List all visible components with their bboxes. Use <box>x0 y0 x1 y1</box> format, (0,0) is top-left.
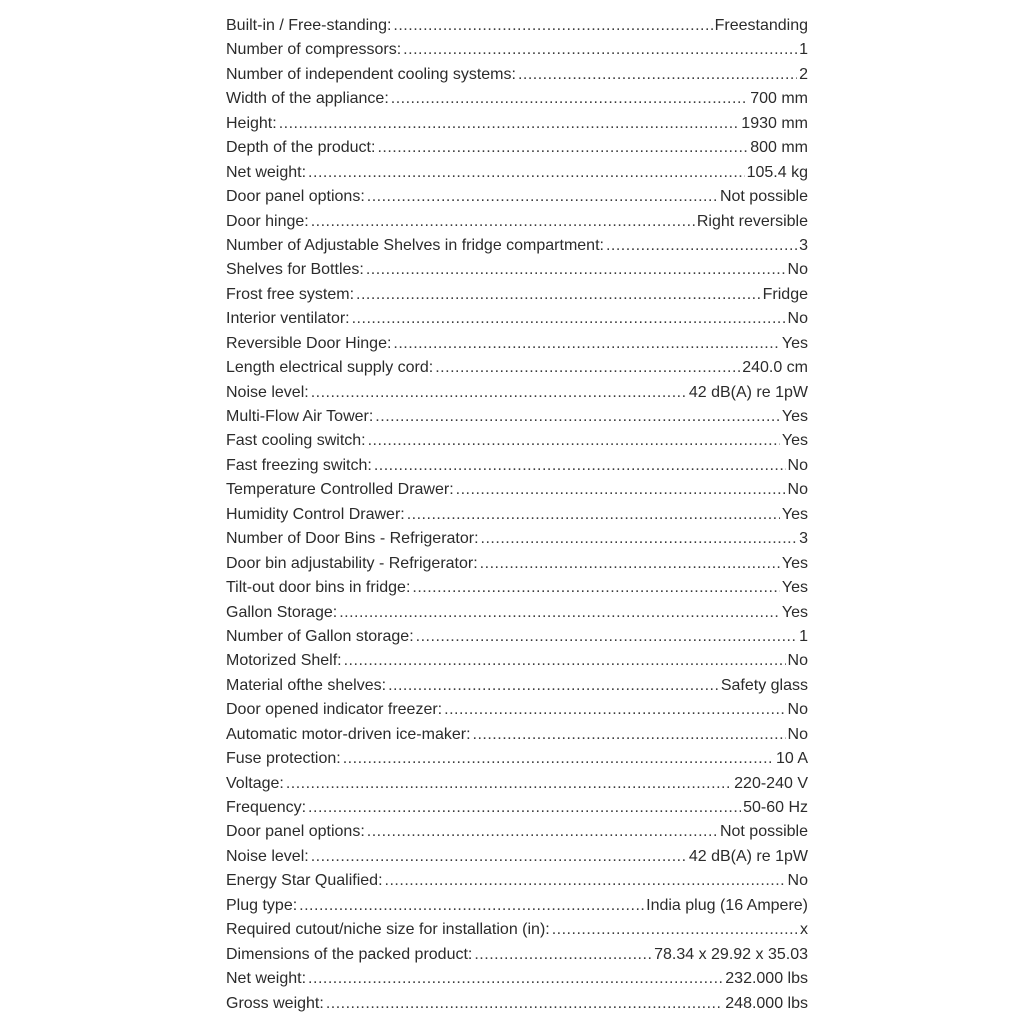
spec-row <box>226 869 808 893</box>
dot-leader <box>352 307 786 331</box>
spec-label: Fuse protection: <box>226 750 341 768</box>
spec-value: 220-240 V <box>734 774 808 792</box>
spec-label: Number of compressors: <box>226 41 402 59</box>
spec-label: Door opened indicator freezer: <box>226 701 443 719</box>
spec-row <box>226 161 808 185</box>
dot-leader <box>308 796 741 820</box>
spec-label: Gallon Storage: <box>226 603 338 621</box>
spec-row <box>226 136 808 160</box>
spec-row <box>226 87 808 111</box>
spec-row <box>226 943 808 967</box>
spec-value: No <box>787 481 808 499</box>
spec-row <box>226 405 808 429</box>
dot-leader <box>286 772 732 796</box>
spec-row <box>226 258 808 282</box>
spec-row <box>226 283 808 307</box>
spec-label: Door panel options: <box>226 823 365 841</box>
dot-leader <box>311 845 687 869</box>
spec-row <box>226 503 808 527</box>
spec-value: 2 <box>799 65 808 83</box>
dot-leader <box>456 478 786 502</box>
spec-row <box>226 478 808 502</box>
spec-row <box>226 649 808 673</box>
dot-leader <box>552 918 798 942</box>
spec-label: Number of Door Bins - Refrigerator: <box>226 530 479 548</box>
dot-leader <box>403 38 797 62</box>
spec-value: Yes <box>781 579 808 597</box>
spec-value: India plug (16 Ampere) <box>646 896 808 914</box>
spec-label: Fast freezing switch: <box>226 456 372 474</box>
spec-label: Number of Gallon storage: <box>226 627 414 645</box>
dot-leader <box>480 552 780 576</box>
spec-value: Not possible <box>719 188 808 206</box>
dot-leader <box>344 649 786 673</box>
spec-sheet <box>226 14 808 1016</box>
dot-leader <box>606 234 797 258</box>
dot-leader <box>416 625 797 649</box>
dot-leader <box>385 869 786 893</box>
spec-value: 3 <box>799 530 808 548</box>
dot-leader <box>367 820 718 844</box>
spec-label: Interior ventilator: <box>226 310 350 328</box>
spec-row <box>226 38 808 62</box>
spec-row <box>226 723 808 747</box>
spec-label: Energy Star Qualified: <box>226 872 383 890</box>
spec-row <box>226 992 808 1016</box>
spec-value: 105.4 kg <box>746 163 808 181</box>
spec-value: 248.000 lbs <box>725 994 808 1012</box>
spec-label: Gross weight: <box>226 994 324 1012</box>
spec-value: 240.0 cm <box>742 359 808 377</box>
spec-label: Noise level: <box>226 383 309 401</box>
spec-row <box>226 332 808 356</box>
spec-label: Number of independent cooling systems: <box>226 65 516 83</box>
spec-label: Multi-Flow Air Tower: <box>226 408 374 425</box>
spec-value: Freestanding <box>714 17 808 34</box>
dot-leader <box>518 63 797 87</box>
spec-label: Tilt-out door bins in fridge: <box>226 579 411 597</box>
spec-label: Plug type: <box>226 896 298 914</box>
spec-value: No <box>787 725 808 743</box>
spec-value: 1930 mm <box>741 114 808 132</box>
spec-label: Frequency: <box>226 799 307 816</box>
dot-leader <box>326 992 723 1016</box>
dot-leader <box>481 527 798 551</box>
dot-leader <box>339 601 780 625</box>
dot-leader <box>412 576 780 600</box>
spec-value: 700 mm <box>750 90 808 108</box>
spec-label: Material ofthe shelves: <box>226 676 387 694</box>
dot-leader <box>435 356 740 380</box>
spec-label: Length electrical supply cord: <box>226 359 434 377</box>
spec-value: 42 dB(A) re 1pW <box>688 383 808 401</box>
dot-leader <box>474 943 652 967</box>
spec-row <box>226 674 808 698</box>
spec-value: No <box>787 652 808 670</box>
spec-row <box>226 14 808 38</box>
spec-label: Built-in / Free-standing: <box>226 17 392 34</box>
spec-value: 10 A <box>775 750 808 768</box>
dot-leader <box>311 210 695 234</box>
spec-value: Yes <box>781 408 808 425</box>
dot-leader <box>308 161 745 185</box>
spec-value: Yes <box>781 505 808 523</box>
spec-label: Fast cooling switch: <box>226 432 366 450</box>
spec-label: Motorized Shelf: <box>226 652 342 670</box>
dot-leader <box>308 967 723 991</box>
dot-leader <box>279 112 740 136</box>
spec-label: Noise level: <box>226 847 309 865</box>
spec-value: No <box>787 310 808 328</box>
dot-leader <box>377 136 748 160</box>
spec-row <box>226 576 808 600</box>
spec-value: x <box>800 921 808 939</box>
spec-value: No <box>787 872 808 890</box>
spec-label: Number of Adjustable Shelves in fridge compartment: <box>226 236 604 254</box>
spec-label: Temperature Controlled Drawer: <box>226 481 454 499</box>
spec-row <box>226 185 808 209</box>
dot-leader <box>374 454 786 478</box>
spec-row <box>226 845 808 869</box>
spec-value: Right reversible <box>696 212 808 230</box>
spec-value: 1 <box>799 627 808 645</box>
spec-value: 800 mm <box>750 139 808 157</box>
spec-value: No <box>787 456 808 474</box>
spec-label: Humidity Control Drawer: <box>226 505 405 523</box>
spec-label: Dimensions of the packed product: <box>226 945 473 963</box>
dot-leader <box>375 405 780 429</box>
spec-value: Yes <box>781 334 808 352</box>
spec-row <box>226 625 808 649</box>
spec-row <box>226 820 808 844</box>
spec-row <box>226 601 808 625</box>
dot-leader <box>343 747 774 771</box>
spec-row <box>226 894 808 918</box>
spec-row <box>226 112 808 136</box>
spec-value: 78.34 x 29.92 x 35.03 <box>654 945 808 963</box>
spec-value: Safety glass <box>720 676 808 694</box>
spec-value: No <box>787 701 808 719</box>
spec-label: Net weight: <box>226 970 307 988</box>
dot-leader <box>388 674 719 698</box>
spec-label: Door panel options: <box>226 188 365 206</box>
dot-leader <box>473 723 786 747</box>
spec-label: Shelves for Bottles: <box>226 261 364 279</box>
spec-value: 3 <box>799 236 808 254</box>
spec-row <box>226 698 808 722</box>
spec-row <box>226 796 808 820</box>
spec-row <box>226 356 808 380</box>
spec-label: Depth of the product: <box>226 139 376 157</box>
spec-label: Door bin adjustability - Refrigerator: <box>226 554 478 572</box>
spec-label: Door hinge: <box>226 212 309 230</box>
spec-row <box>226 747 808 771</box>
spec-row <box>226 772 808 796</box>
spec-row <box>226 381 808 405</box>
dot-leader <box>393 332 779 356</box>
spec-label: Reversible Door Hinge: <box>226 334 392 352</box>
dot-leader <box>391 87 748 111</box>
spec-value: Yes <box>781 603 808 621</box>
spec-row <box>226 63 808 87</box>
spec-row <box>226 552 808 576</box>
dot-leader <box>368 429 780 453</box>
dot-leader <box>299 894 644 918</box>
dot-leader <box>407 503 780 527</box>
spec-row <box>226 918 808 942</box>
spec-row <box>226 967 808 991</box>
spec-label: Net weight: <box>226 163 307 181</box>
dot-leader <box>311 381 687 405</box>
spec-value: Yes <box>781 432 808 450</box>
spec-value: 42 dB(A) re 1pW <box>688 847 808 865</box>
dot-leader <box>393 14 712 38</box>
spec-value: 1 <box>799 41 808 59</box>
spec-label: Width of the appliance: <box>226 90 389 108</box>
spec-value: 50-60 Hz <box>743 799 808 816</box>
spec-value: 232.000 lbs <box>725 970 808 988</box>
spec-value: No <box>787 261 808 279</box>
spec-row <box>226 210 808 234</box>
spec-row <box>226 307 808 331</box>
dot-leader <box>444 698 785 722</box>
spec-row <box>226 429 808 453</box>
spec-row <box>226 234 808 258</box>
spec-label: Required cutout/niche size for installation (in): <box>226 921 550 939</box>
spec-row <box>226 454 808 478</box>
dot-leader <box>356 283 761 307</box>
spec-label: Height: <box>226 114 277 132</box>
spec-row <box>226 527 808 551</box>
spec-label: Frost free system: <box>226 285 355 303</box>
dot-leader <box>366 258 786 282</box>
spec-label: Automatic motor-driven ice-maker: <box>226 725 471 743</box>
dot-leader <box>367 185 718 209</box>
spec-value: Not possible <box>719 823 808 841</box>
spec-label: Voltage: <box>226 774 284 792</box>
spec-value: Fridge <box>762 285 808 303</box>
spec-value: Yes <box>781 554 808 572</box>
